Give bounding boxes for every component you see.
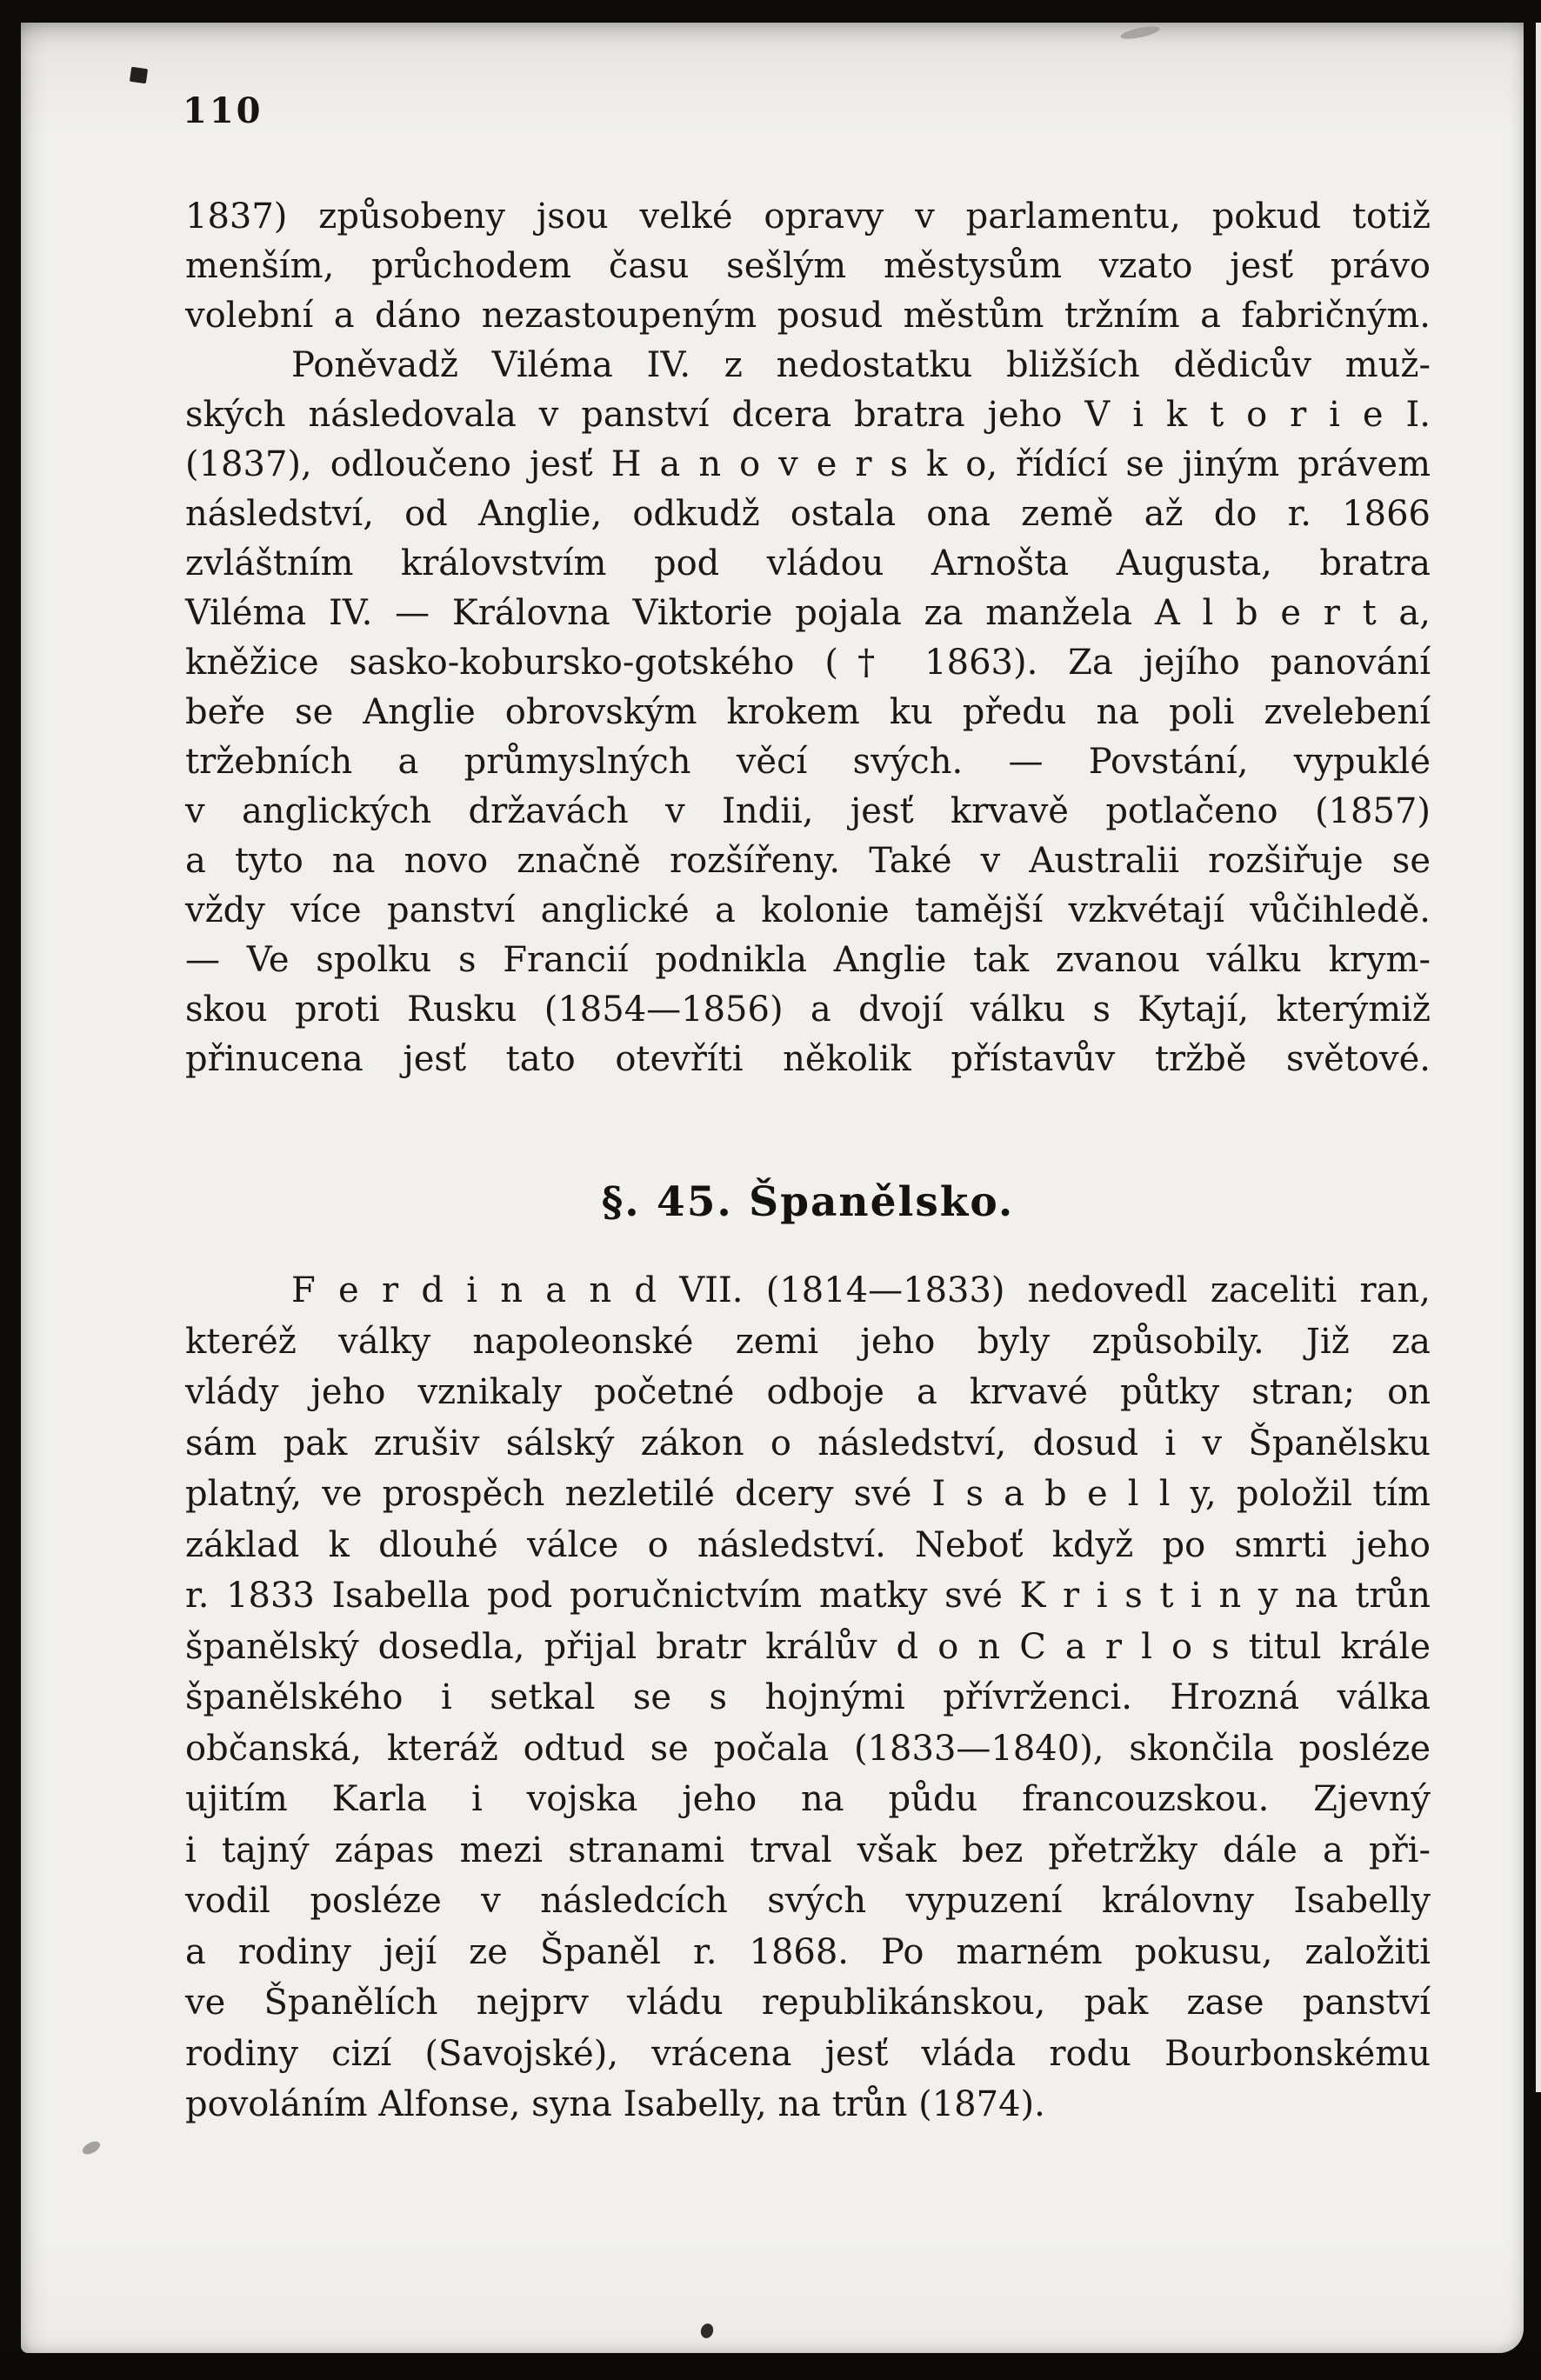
text-line: rodiny cizí (Savojské), vrácena jesť vláda rodu Bourbonskému bbox=[185, 2033, 1431, 2074]
text-line: španělský dosedla, přijal bratr králův d o n C a r l o s titul krále bbox=[185, 1626, 1431, 1667]
text-line: ských následovala v panství dcera bratra jeho V i k t o r i e I. bbox=[185, 395, 1431, 435]
text-line: povoláním Alfonse, syna Isabelly, na trůn (1874). bbox=[185, 2084, 1045, 2124]
book-page bbox=[21, 23, 1524, 2353]
paragraph-ferdinand bbox=[185, 1265, 1431, 2130]
paragraph-england bbox=[185, 341, 1431, 1084]
text-line: v anglických državách v Indii, jesť krvavě potlačeno (1857) bbox=[185, 791, 1431, 831]
text-line: tržebních a průmyslných věcí svých. — Povstání, vypuklé bbox=[185, 742, 1431, 782]
text-line: a rodiny její ze Španěl r. 1868. Po marném pokusu, založiti bbox=[185, 1931, 1431, 1972]
text-line: základ k dlouhé válce o následství. Neboť když po smrti jeho bbox=[185, 1524, 1431, 1565]
text-line: španělského i setkal se s hojnými přívrženci. Hrozná válka bbox=[185, 1677, 1431, 1717]
text-line: a tyto na novo značně rozšířeny. Také v Australii rozšiřuje se bbox=[185, 841, 1431, 881]
text-line: vždy více panství anglické a kolonie tamější vzkvétají vůčihledě. bbox=[185, 890, 1431, 930]
text-line: vodil posléze v následcích svých vypuzení královny Isabelly bbox=[185, 1881, 1431, 1921]
scan-border-left bbox=[0, 0, 21, 2380]
text-line: F e r d i n a n d VII. (1814—1833) nedovedl zaceliti ran, bbox=[291, 1270, 1431, 1310]
text-line: — Ve spolku s Francií podnikla Anglie tak zvanou válku krym- bbox=[185, 940, 1431, 980]
text-line: r. 1833 Isabella pod poručnictvím matky své K r i s t i n y na trůn bbox=[185, 1576, 1431, 1616]
text-line: kněžice sasko-kobursko-gotského († 1863). Za jejího panování bbox=[185, 643, 1431, 683]
text-line: beře se Anglie obrovským krokem ku předu na poli zvelebení bbox=[185, 692, 1431, 732]
scan-border-bottom bbox=[0, 2353, 1541, 2380]
text-line: přinucena jesť tato otevříti několik přístavův tržbě světové. bbox=[185, 1039, 1431, 1079]
text-line: menším, průchodem času sešlým městysům vzato jesť právo bbox=[185, 246, 1431, 286]
scan-border-top bbox=[0, 0, 1541, 23]
text-line: platný, ve prospěch nezletilé dcery své I s a b e l l y, položil tím bbox=[185, 1474, 1431, 1514]
text-line: kteréž války napoleonské zemi jeho byly způsobily. Již za bbox=[185, 1321, 1431, 1362]
text-line: (1837), odloučeno jesť H a n o v e r s k o, řídící se jiným právem bbox=[185, 444, 1431, 484]
text-line: zvláštním královstvím pod vládou Arnošta Augusta, bratra bbox=[185, 543, 1431, 583]
text-line: Viléma IV. — Královna Viktorie pojala za manžela A l b e r t a, bbox=[185, 593, 1431, 633]
text-line: občanská, kteráž odtud se počala (1833—1840), skončila posléze bbox=[185, 1728, 1431, 1769]
text-line: sám pak zrušiv sálský zákon o následství, dosud i v Španělsku bbox=[185, 1423, 1431, 1463]
text-line: Poněvadž Viléma IV. z nedostatku bližších dědicův muž- bbox=[291, 345, 1431, 385]
text-line: následství, od Anglie, odkudž ostala ona země až do r. 1866 bbox=[185, 494, 1431, 534]
text-line: skou proti Rusku (1854—1856) a dvojí válku s Kytají, kterýmiž bbox=[185, 990, 1431, 1030]
text-line: ve Španělích nejprv vládu republikánskou, pak zase panství bbox=[185, 1983, 1431, 2023]
text-line: i tajný zápas mezi stranami trval však bez přetržky dále a při- bbox=[185, 1830, 1431, 1870]
section-heading: §. 45. Španělsko. bbox=[601, 1178, 1015, 1226]
text-line: vlády jeho vznikaly početné odboje a krvavé půtky stran; on bbox=[185, 1372, 1431, 1412]
text-line: 1837) způsobeny jsou velké opravy v parlamentu, pokud totiž bbox=[185, 197, 1431, 237]
page-edge-sliver bbox=[1536, 23, 1541, 2092]
paragraph-continuation bbox=[185, 192, 1431, 341]
page-number: 110 bbox=[183, 90, 264, 131]
text-line: ujitím Karla i vojska jeho na půdu francouzskou. Zjevný bbox=[185, 1779, 1431, 1819]
text-line: volební a dáno nezastoupeným posud městům tržním a fabričným. bbox=[185, 296, 1431, 336]
